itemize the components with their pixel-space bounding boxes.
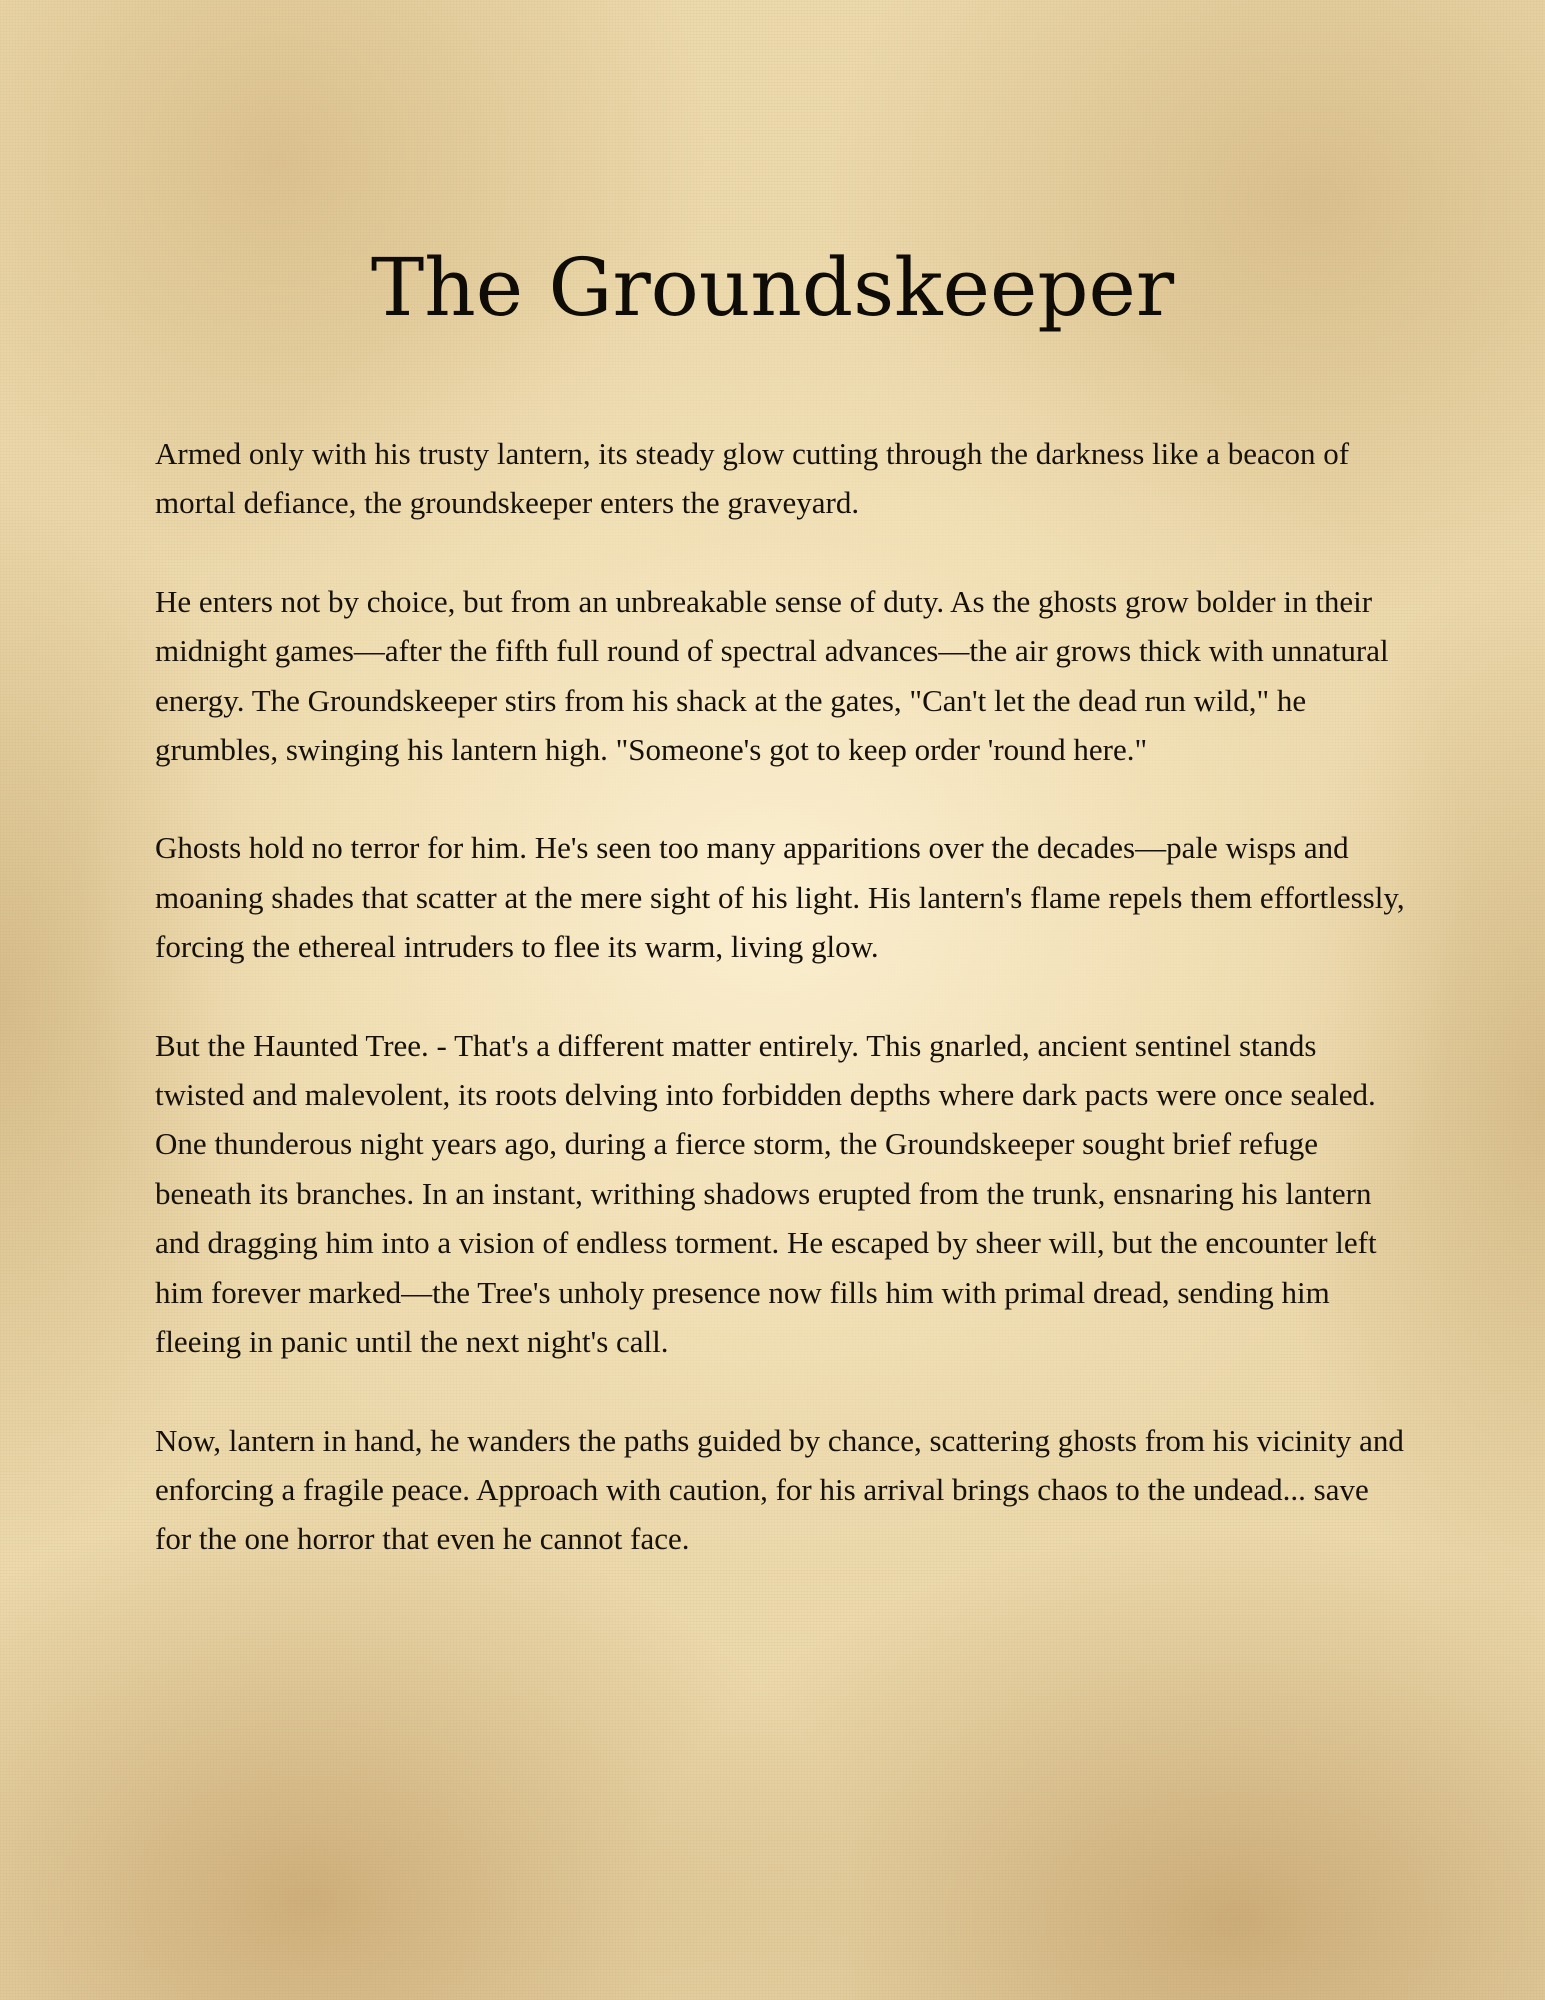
paragraph-4: But the Haunted Tree. - That's a different matter entirely. This gnarled, ancient sentinel stands twisted and malevolent, its roots delving into forbidden depths where dark pacts were once sealed. One thunderous night years ago, during a fierce storm, the Groundskeeper sought brief refuge beneath its branches. In an instant, writhing shadows erupted from the trunk, ensnaring his lantern and dragging him into a vision of endless torment. He escaped by sheer will, but the encounter left him forever marked—the Tree's unholy presence now fills him with primal dread, sending him fleeing in panic until the next night's call.	[155, 1027, 1377, 1360]
page-title: The Groundskeeper	[370, 241, 1175, 334]
paragraph-3: Ghosts hold no terror for him. He's seen too many apparitions over the decades—pale wisps and moaning shades that scatter at the mere sight of his light. His lantern's flame repels them effortlessly, forcing the ethereal intruders to flee its warm, living glow.	[155, 830, 1405, 965]
paragraph-1: Armed only with his trusty lantern, its steady glow cutting through the darkness like a beacon of mortal defiance, the groundskeeper enters the graveyard.	[155, 436, 1350, 521]
story-body	[155, 429, 1405, 1613]
paragraph-5: Now, lantern in hand, he wanders the paths guided by chance, scattering ghosts from his vicinity and enforcing a fragile peace. Approach with caution, for his arrival brings chaos to the undead... save for the one horror that even he cannot face.	[155, 1422, 1404, 1557]
paragraph-2: He enters not by choice, but from an unbreakable sense of duty. As the ghosts grow bolder in their midnight games—after the fifth full round of spectral advances—the air grows thick with unnatural energy. The Groundskeeper stirs from his shack at the gates, "Can't let the dead run wild," he grumbles, swinging his lantern high. "Someone's got to keep order 'round here."	[155, 583, 1389, 768]
